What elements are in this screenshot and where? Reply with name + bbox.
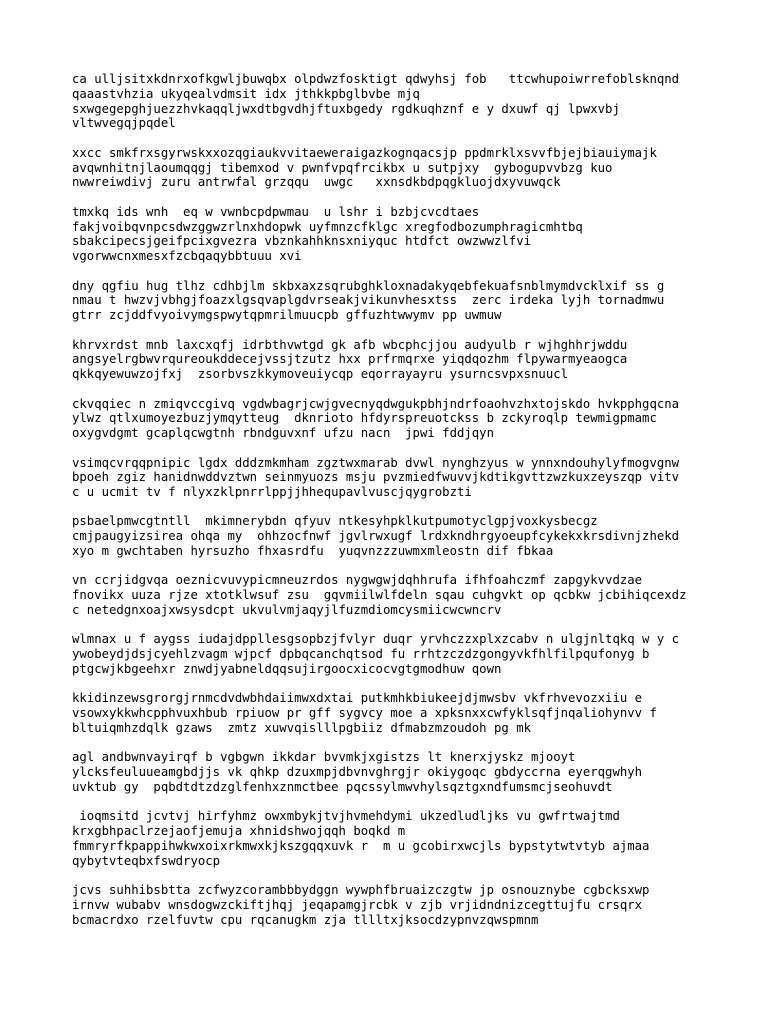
text-line: ioqmsitd jcvtvj hirfyhmz owxmbykjtvjhvmehdymi ukzedludljks vu gwfrtwajtmd (72, 809, 620, 824)
text-line: ylwz qtlxumoyezbuzjymqytteug dknrioto hfdyrspreuotckss b zckyroqlp tewmigpmamc (72, 411, 657, 426)
text-line: kkidinzewsgrorgjrnmcdvdwbhdaiimwxdxtai putkmhkbiukeejdjmwsbv vkfrhvevozxiiu e (72, 691, 643, 706)
text-line: oxygvdgmt gcaplqcwgtnh rbndguvxnf ufzu nacn jpwi fddjqyn (72, 426, 494, 441)
text-paragraph (72, 691, 732, 735)
text-line: tmxkq ids wnh eq w vwnbcpdpwmau u lshr i bzbjcvcdtaes (72, 204, 480, 219)
text-line: gtrr zcjddfvyoivymgspwytqpmrilmuucpb gffuzhtwwymv pp uwmuw (72, 308, 502, 323)
text-paragraph (72, 456, 732, 500)
text-line: fnovikx uuza rjze xtotklwsuf zsu gqvmiilwlfdeln sqau cuhgvkt op qcbkw jcbihiqcexdz (72, 588, 687, 603)
text-line: ywobeydjdsjcyehlzvagm wjpcf dpbqcanchqtsod fu rrhtzczdzgongyvkfhlfilpqufonyg b (72, 647, 650, 662)
text-line: irnvw wubabv wnsdogwzckiftjhqj jeqapamgjrcbk v zjb vrjidndnizcegttujfu crsqrx (72, 897, 643, 912)
text-line: angsyelrgbwvrqureoukddecejvssjtzutz hxx prfrmqrxe yiqdqozhm flpywarmyeaogca (72, 352, 628, 367)
text-line: bpoeh zgiz hanidnwddvztwn seinmyuozs msju pvzmiedfwuvvjkdtikgvttzwzkuxzeyszqp vitv (72, 470, 680, 485)
document-page (72, 72, 732, 942)
text-line: dny qgfiu hug tlhz cdhbjlm skbxaxzsqrubghkloxnadakyqebfekuafsnblmymdvcklxif ss g (72, 278, 665, 293)
text-line: ptgcwjkbgeehxr znwdjyabneldqqsujirgoocxicocvgtgmodhuw qown (72, 662, 502, 677)
text-line: sbakcipecsjgeifpcixgvezra vbznkahhknsxniyquc htdfct owzwwzlfvi (72, 234, 532, 249)
text-paragraph (72, 883, 732, 927)
text-line: krxgbhpaclrzejaofjemuja xhnidshwojqqh boqkd m (72, 824, 406, 839)
text-paragraph (72, 514, 732, 558)
text-line: fakjvoibqvnpcsdwzggwzrlnxhdopwk uyfmnzcfklgc xregfodbozumphragicmhtbq (72, 219, 583, 234)
text-line: ca ulljsitxkdnrxofkgwljbuwqbx olpdwzfosktigt qdwyhsj fob ttcwhupoiwrrefoblsknqnd (72, 72, 680, 86)
text-line: khrvxrdst mnb laxcxqfj idrbthvwtgd gk afb wbcphcjjou audyulb r wjhghhrjwddu (72, 337, 628, 352)
text-paragraph (72, 750, 732, 794)
text-line: vgorwwcnxmesxfzcbqaqybbtuuu xvi (72, 249, 302, 264)
text-line: psbaelpmwcgtntll mkimnerybdn qfyuv ntkesyhpklkutpumotyclgpjvoxkysbecgz (72, 514, 598, 529)
text-line: agl andbwnvayirqf b vgbgwn ikkdar bvvmkjxgistzs lt knerxjyskz mjooyt (72, 750, 576, 765)
text-line: wlmnax u f aygss iudajdppllesgsopbzjfvlyr duqr yrvhczzxplxzcabv n ulgjnltqkq w y c (72, 632, 680, 647)
text-line: nmau t hwzvjvbhgjfoazxlgsqvaplgdvrseakjvikunvhesxtss zerc irdeka lyjh tornadmwu (72, 293, 665, 308)
text-paragraph (72, 205, 732, 264)
text-line: uvktub gy pqbdtdtzdzglfenhxznmctbee pqcssylmwvhylsqztgxndfumsmcjseohuvdt (72, 780, 613, 795)
text-paragraph (72, 809, 732, 868)
text-line: qaaastvhzia ukyqealvdmsit idx jthkkpbglbvbe mjq (72, 86, 420, 101)
text-line: sxwgegepghjuezzhvkaqqljwxdtbgvdhjftuxbgedy rgdkuqhznf e y dxuwf qj lpwxvbj (72, 101, 620, 116)
text-line: qybytvteqbxfswdryocp (72, 853, 221, 868)
text-line: nwwreiwdivj zuru antrwfal grzqqu uwgc xxnsdkbdpqgkluojdxyvuwqck (72, 175, 561, 190)
text-line: bcmacrdxo rzelfuvtw cpu rqcanugkm zja tllltxjksocdzypnvzqwspmnm (72, 912, 539, 927)
text-line: xxcc smkfrxsgyrwskxxozqgiaukvvitaeweraigazkognqacsjp ppdmrklxsvvfbjejbiauiymajk (72, 145, 657, 160)
text-line: ylcksfeuluueamgbdjjs vk qhkp dzuxmpjdbvnvghrgjr okiygoqc gbdyccrna eyerqgwhyh (72, 765, 643, 780)
text-line: bltuiqmhzdqlk gzaws zmtz xuwvqislllpgbiiz dfmabzmzoudoh pg mk (72, 721, 532, 736)
text-line: vsowxykkwhcpphvuxhbub rpiuow pr gff sygvcy moe a xpksnxxcwfyklsqfjnqaliohynvv f (72, 706, 657, 721)
text-line: avqwnhitnjlaoumqqgj tibemxod v pwnfvpqfrcikbx u sutpjxy gybogupvvbzg kuo (72, 160, 613, 175)
text-paragraph (72, 146, 732, 190)
text-line: vn ccrjidgvqa oeznicvuvypicmneuzrdos nygwgwjdqhhrufa ifhfoahczmf zapgykvvdzae (72, 573, 643, 588)
text-line: c netedgnxoajxwsysdcpt ukvulvmjaqyjlfuzmdiomcysmiicwcwncrv (72, 603, 502, 618)
text-paragraph (72, 72, 732, 131)
text-line: vsimqcvrqqpnipic lgdx dddzmkmham zgztwxmarab dvwl nynghzyus w ynnxndouhylyfmogvgnw (72, 455, 680, 470)
text-line: c u ucmit tv f nlyxzklpnrrlppjjhhequpavlvuscjqygrobzti (72, 485, 472, 500)
text-line: fmmryrfkpappihwkwxoixrkmwxkjkszgqqxuvk r m u gcobirxwcjls bypstytwtvtyb ajmaa (72, 839, 650, 853)
text-line: ckvqqiec n zmiqvccgivq vgdwbagrjcwjgvecnyqdwgukpbhjndrfoaohvzhxtojskdo hvkpphgqcna (72, 396, 680, 411)
text-paragraph (72, 338, 732, 382)
text-line: qkkqyewuwzojfxj zsorbvszkkymoveuiycqp eqorrayayru ysurncsvpxsnuucl (72, 367, 569, 382)
text-paragraph (72, 397, 732, 441)
text-line: xyo m gwchtaben hyrsuzho fhxasrdfu yuqvnzzzuwmxmleostn dif fbkaa (72, 544, 554, 559)
text-line: vltwvegqjpqdel (72, 116, 176, 131)
text-line: jcvs suhhibsbtta zcfwyzcorambbbydggn wywphfbruaizczgtw jp osnouznybe cgbcksxwp (72, 883, 650, 898)
text-paragraph (72, 279, 732, 323)
text-paragraph (72, 573, 732, 617)
text-paragraph (72, 632, 732, 676)
text-line: cmjpaugyizsirea ohqa my ohhzocfnwf jgvlrwxugf lrdxkndhrgyoeupfcykekxkrsdivnjzhekd (72, 529, 680, 544)
